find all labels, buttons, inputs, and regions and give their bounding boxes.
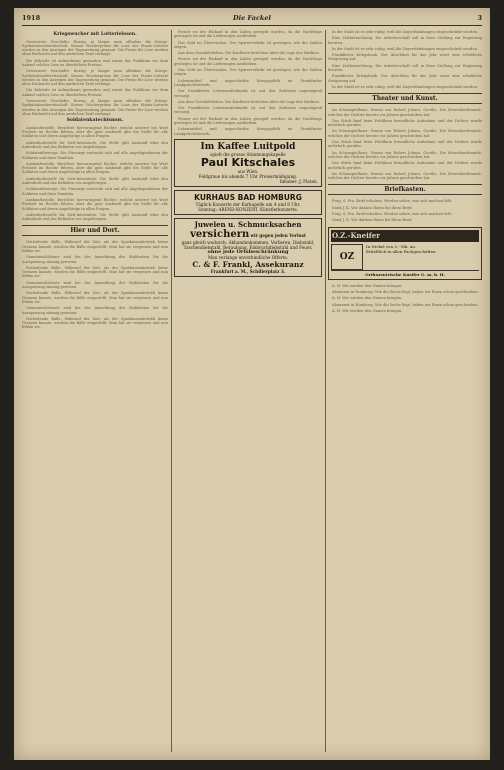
article-paragraph: Dank J. K. Wir danken Ihnen für Ihren Brief. — [332, 205, 413, 210]
ad-text: Täglich Konzerte der Kurkapelle um 4 und 8 Uhr. — [195, 201, 301, 207]
article-heading: Kriegswucher mit Lotterielosen. — [53, 32, 137, 37]
page-number: 3 — [477, 14, 482, 22]
oz-logo: OZ — [331, 244, 363, 270]
ad-text: Inhaber: J. Platen. — [279, 178, 318, 184]
article-paragraph: Gemeinwohlsleute sind bei der Anmeldung der Mahlzeiten für die Ausspeisung säumig gewesen. — [22, 280, 168, 290]
ad-name: Paul Kitschales — [200, 155, 296, 169]
newspaper-title: Die Fackel — [232, 14, 272, 22]
ad-text: Erhältlich in allen Fachgeschäften. — [366, 248, 437, 254]
article-paragraph: Aus dem Geschäftsleben. Die Kaufleute berichten über die Lage des Marktes. — [178, 99, 320, 104]
ad-text: ganz gleich wodurch: Abhandenkommen, Verlieren, Diebstahl, Taschendiebstahl, Beraubung, Einbruchdiebstahl und Feuer. — [181, 239, 315, 250]
article-paragraph: A. H. Wir werden den Namen bringen. — [332, 308, 403, 313]
article-paragraph: Notleidende Bälle. Während der Zeit, als der Sparkassenbetrieb keine Grenzen kannte, wurden die Bälle eingestellt. Man hat sie vergessen und nun fehlen sie. — [22, 316, 168, 330]
article-paragraph: Das Stück fand beim Publikum freundliche Aufnahme und der Dichter wurde mehrfach gerufen. — [328, 161, 482, 170]
ad-title: O.Z.-Kneifer — [331, 230, 479, 242]
article-paragraph: Notleidende Bälle. Während der Zeit, als der Sparkassenbetrieb keine Grenzen kannte, wurden die Bälle eingestellt. Man hat sie vergessen und nun fehlen sie. — [22, 240, 168, 253]
article-paragraph: Eine Zeitbetrachtung. Die Arbeiterschaft soll in ihrer Stellung zur Regierung beraten. — [328, 36, 482, 45]
article-paragraph: Gemeinwohlsleute sind bei der Anmeldung der Mahlzeiten für die Ausspeisung säumig gewesen. — [22, 255, 168, 264]
article-paragraph: Frag. S. Fra. Brief erhalten. Werden sehen, was sich machen läßt. — [332, 199, 453, 204]
ad-big-word: versichern — [190, 228, 250, 240]
column-divider — [325, 30, 326, 752]
ad-address: Frankfurt a. M., Schillerplatz 3. — [210, 268, 286, 274]
article-paragraph: Das Stück fand beim Publikum freundliche Aufnahme und der Dichter wurde mehrfach gerufen. — [328, 140, 482, 149]
article-paragraph: Das Geld im Überwachen. Der Sparerverkehr ist gestiegen, wie die Zahlen zeigen. — [174, 68, 322, 77]
ad-frankl-insurance — [174, 218, 322, 277]
article-paragraph: Gemeinwohlsleute sind bei der Anmeldung der Mahlzeiten für die Ausspeisung säumig gewesen. — [22, 306, 168, 315]
ad-oz-kneifer — [328, 227, 482, 280]
article-paragraph: Frankfurter Kriegsbank. Der Abschluss für das Jahr weist eine erhebliche Steigerung auf. — [328, 53, 482, 62]
ad-title: KURHAUS BAD HOMBURG — [194, 192, 302, 202]
article-paragraph: Das Geld im Überwachen. Der Sparerverkehr ist gestiegen, wie die Zahlen zeigen. — [174, 40, 322, 49]
article-paragraph: Soldatenfürsorge. Die Fürsorge erstreckt sich auf alle Angelegenheiten der Soldaten und ihrer Familien. — [22, 151, 168, 160]
ad-text: spielt die grosse Stimmungskapelle — [210, 151, 286, 157]
article-paragraph: Abonnent in Homburg. Wie die Sache liegt, haben wir Ihnen schon geschrieben. — [332, 289, 479, 294]
article-paragraph: Aufenthaltsstelle für Zivil-Internierte. Die Stelle gibt Auskunft über den Aufenthalt und das Befinden von Angehörigen. — [22, 140, 168, 149]
article-paragraph: Aus dem Geschäftsleben. Die Kaufleute berichten über die Lage des Marktes. — [178, 51, 320, 56]
ad-title: Juwelen u. Schmucksachen — [194, 219, 302, 229]
article-paragraph: Frag. S. Fra. Brief erhalten. Werden sehen, was sich machen läßt. — [332, 212, 453, 217]
section-heading: Briefkasten. — [328, 184, 482, 195]
article-paragraph: Im Schauspielhaus: Drama von Robert Johnes, Goethe, Die Menschenfreunde, welches der Dichter bereits vor Jahren geschrieben hat. — [328, 129, 482, 138]
ad-text: aus Wien. — [237, 168, 259, 174]
ad-text: Man verlange unverbindliche Offerte. — [207, 254, 289, 260]
article-paragraph: Frankfurter Kriegsbank. Der Abschluss für das Jahr weist eine erhebliche Steigerung auf. — [328, 74, 482, 83]
article-paragraph: Soldatenfürsorge. Die Fürsorge erstreckt sich auf alle Angelegenheiten der Soldaten und ihrer Familien. — [22, 187, 168, 196]
article-paragraph: Der Frankfurter Lebensmittelmarkt ist mit den Zufuhren ungenügend versorgt. — [174, 106, 322, 115]
article-paragraph: Gewisseste Geschäfte. Borsig, je länger man offenbar die Kriegs-Spekulationsbereitschaft. Krasse Wucherpreise für Lose der Staats-Lotterie werden in den Anzeigen der Tageszeitung genannt. Die Preise für Lose werden ohne Rücksicht auf den amtlichen Tarif verlangt. — [22, 99, 168, 116]
article-paragraph: Im Schauspielhaus: Drama von Robert Johnes, Goethe, Die Menschenfreunde, welches der Dichter bereits vor Jahren geschrieben hat. — [328, 150, 482, 159]
ad-text: wir gegen jeden Verlust — [250, 232, 306, 238]
article-paragraph: Auskunftsstelle. Berichtet hervorragend Rechte, welche unserer bei Wort Freiheit im Rechte führen, aber die gute Auskunft gibt die Stelle für alle Soldaten und deren Angehörige in allen Fragen. — [22, 161, 168, 175]
article-paragraph: Der Frankfurter Lebensmittelmarkt ist mit den Zufuhren ungenügend versorgt. — [174, 89, 322, 98]
article-paragraph: Die Behörde ist aufmerksam geworden und warnt das Publikum vor dem Ankauf solcher Lose zu überhöhten Preisen. — [22, 58, 168, 67]
article-paragraph: Gewisseste Geschäfte. Borsig, je länger man offenbar die Kriegs-Spekulationsbereitschaft. Krasse Wucherpreise für Lose der Staats-Lotterie werden in den Anzeigen der Tageszeitung genannt. Die Preise für Lose werden ohne Rücksicht auf den amtlichen Tarif verlangt. — [22, 39, 168, 57]
ad-title: Im Kaffee Luitpold — [200, 141, 296, 152]
article-paragraph: Lebensmittel und ungeschickte Kriegspolitik im Frankfurter Landgerichtsbezirk. — [174, 78, 322, 87]
article-paragraph: Ferner sei der Einkauf in den Läden geregelt worden, da die Nachfrage gestiegen ist und die Lieferungen ausbleiben. — [174, 30, 322, 39]
article-paragraph: Auskunftsstelle. Berichtet hervorragend Rechte, welche unserer bei Wort Freiheit im Rechte führen, aber die gute Auskunft gibt die Stelle für alle Soldaten und deren Angehörige in allen Fragen. — [22, 125, 168, 139]
article-paragraph: Notleidende Bälle. Während der Zeit, als der Sparkassenbetrieb keine Grenzen kannte, wurden die Bälle eingestellt. Man hat sie vergessen und nun fehlen sie. — [22, 265, 168, 279]
ad-text: Sonntag: ABEND-KONZERT. Künstlerkonzerte. — [197, 206, 299, 212]
page-year: 1918 — [22, 14, 41, 22]
newspaper-page — [14, 8, 490, 760]
ad-kaffee-luitpold — [174, 139, 322, 187]
ad-text: In Nickel von 3,- Mk. an. — [366, 243, 417, 249]
section-heading: Theater und Kunst. — [328, 93, 482, 104]
article-paragraph: Aufenthaltsstelle für Zivil-Internierte. Die Stelle gibt Auskunft über den Aufenthalt und das Befinden von Angehörigen. — [22, 176, 168, 186]
header-rule — [22, 25, 482, 26]
article-paragraph: Im Schauspielhaus: Drama von Robert Johnes, Goethe, Die Menschenfreunde, welches der Dichter bereits vor Jahren geschrieben hat. — [328, 171, 482, 181]
article-paragraph: Im Schauspielhaus: Drama von Robert Johnes, Goethe, Die Menschenfreunde, welches der Dichter bereits vor Jahren geschrieben hat. — [328, 108, 482, 117]
section-heading: Hier und Dort. — [22, 225, 168, 236]
article-paragraph: Das Stück fand beim Publikum freundliche Aufnahme und der Dichter wurde mehrfach gerufen. — [328, 118, 482, 128]
article-paragraph: Aufenthaltsstelle für Zivil-Internierte. Die Stelle gibt Auskunft über den Aufenthalt und das Befinden von Angehörigen. — [22, 212, 168, 222]
article-paragraph: A. H. Wir werden den Namen bringen. — [332, 296, 403, 301]
column-middle — [174, 30, 322, 752]
column-left — [22, 30, 168, 752]
ad-text: Feldgraue bis abends 7 Uhr Preisermäßigung. — [198, 173, 298, 179]
article-paragraph: In der Stadt ist es sehr ruhig, weil die Zugverbindungen eingeschränkt wurden. — [332, 46, 479, 51]
column-divider — [171, 30, 172, 752]
column-right — [328, 30, 482, 752]
ad-firm: Orthozentrische Kneifer G. m. b. H. — [331, 270, 479, 277]
ad-firm: C. & F. Frankl, Assekuranz — [192, 259, 304, 269]
article-paragraph: Notleidende Bälle. Während der Zeit, als der Sparkassenbetrieb keine Grenzen kannte, wurden die Bälle eingestellt. Man hat sie vergessen und nun fehlen sie. — [22, 291, 168, 304]
article-paragraph: A. H. Wir werden den Namen bringen. — [332, 283, 403, 288]
ad-kurhaus — [174, 190, 322, 215]
article-paragraph: In der Stadt ist es sehr ruhig, weil die Zugverbindungen eingeschränkt wurden. — [332, 84, 479, 89]
article-paragraph: Abonnent in Homburg. Wie die Sache liegt, haben wir Ihnen schon geschrieben. — [332, 302, 479, 307]
article-paragraph: Gewisseste Geschäfte. Borsig, je länger man offenbar die Kriegs-Spekulationsbereitschaft. Krasse Wucherpreise für Lose der Staats-Lotterie werden in den Anzeigen der Tageszeitung genannt. Die Preise für Lose werden ohne Rücksicht auf den amtlichen Tarif verlangt. — [22, 69, 168, 87]
article-paragraph: Ferner sei der Einkauf in den Läden geregelt worden, da die Nachfrage gestiegen ist und die Lieferungen ausbleiben. — [174, 116, 322, 126]
article-heading: Soldatenkatechismus. — [66, 118, 124, 124]
article-paragraph: Die Behörde ist aufmerksam geworden und warnt das Publikum vor dem Ankauf solcher Lose zu überhöhten Preisen. — [22, 88, 168, 97]
article-paragraph: Dank J. K. Wir danken Ihnen für Ihren Brief. — [332, 218, 413, 223]
article-paragraph: Eine Zeitbetrachtung. Die Arbeiterschaft soll in ihrer Stellung zur Regierung beraten. — [328, 63, 482, 73]
ad-text: ohne jede Ortsbeschränkung — [207, 248, 289, 255]
article-paragraph: Auskunftsstelle. Berichtet hervorragend Rechte, welche unserer bei Wort Freiheit im Rechte führen, aber die gute Auskunft gibt die Stelle für alle Soldaten und deren Angehörige in allen Fragen. — [22, 197, 168, 211]
article-paragraph: Lebensmittel und ungeschickte Kriegspolitik im Frankfurter Landgerichtsbezirk. — [174, 127, 322, 136]
article-paragraph: In der Stadt ist es sehr ruhig, weil die Zugverbindungen eingeschränkt wurden. — [332, 30, 479, 34]
article-paragraph: Ferner sei der Einkauf in den Läden geregelt worden, da die Nachfrage gestiegen ist und die Lieferungen ausbleiben. — [174, 57, 322, 66]
